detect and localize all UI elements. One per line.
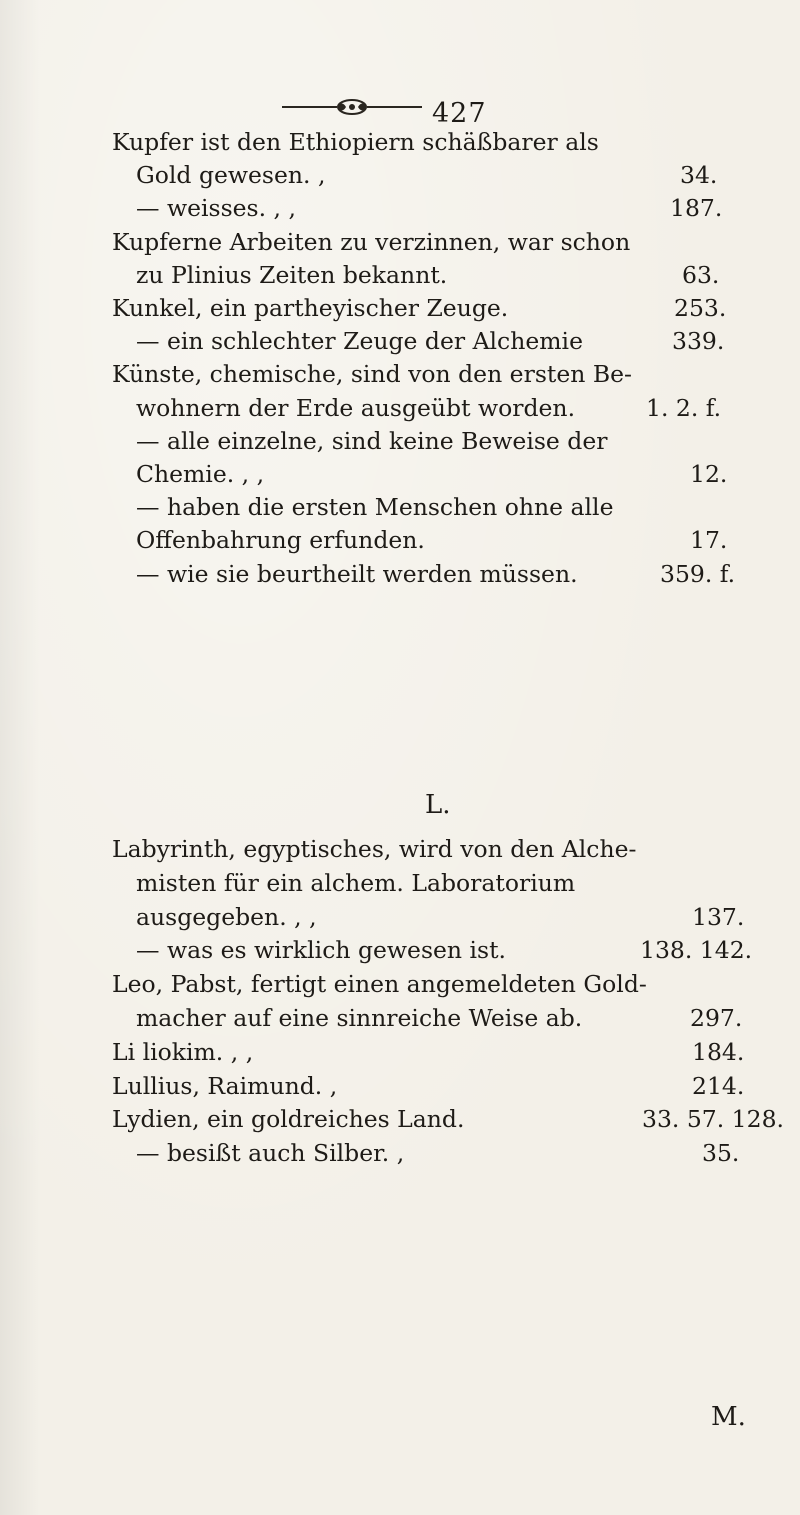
page-reference: 1. 2. f. <box>646 393 722 422</box>
page-number: 427 <box>432 98 487 129</box>
page-reference: 214. <box>692 1071 745 1100</box>
entry-text: Kupferne Arbeiten zu verzinnen, war schon <box>112 227 631 256</box>
decorative-ornament <box>282 98 422 116</box>
page-reference: 17. <box>690 526 728 555</box>
page-reference: 63. <box>682 260 720 289</box>
entry-text: wohnern der Erde ausgeübt worden. <box>136 393 576 422</box>
section-letter: L. <box>425 790 451 820</box>
entry-text: — haben die ersten Menschen ohne alle <box>136 493 614 522</box>
page-reference: 138. 142. <box>640 936 753 965</box>
entry-text: Künste, chemische, sind von den ersten Be- <box>112 360 632 389</box>
entry-text: — alle einzelne, sind keine Beweise der <box>136 426 608 455</box>
entry-text: Kupfer ist den Ethiopiern schäßbarer als <box>112 128 599 156</box>
entry-text: Offenbahrung erfunden. <box>136 526 425 555</box>
entry-text: Lullius, Raimund. , <box>112 1071 338 1100</box>
entry-text: zu Plinius Zeiten bekannt. <box>136 260 448 289</box>
entry-text: Li liokim. , , <box>112 1037 254 1066</box>
entry-text: — ein schlechter Zeuge der Alchemie <box>136 327 583 356</box>
entry-text: Lydien, ein goldreiches Land. <box>112 1105 465 1134</box>
page-reference: 35. <box>702 1139 740 1168</box>
entry-text: Kunkel, ein partheyischer Zeuge. <box>112 294 509 322</box>
page-reference: 12. <box>690 460 728 488</box>
page-reference: 359. f. <box>660 559 736 588</box>
page-reference: 34. <box>680 161 718 190</box>
entry-text: — was es wirklich gewesen ist. <box>136 936 506 965</box>
entry-text: — weisses. , , <box>136 194 296 223</box>
entry-text: Gold gewesen. , <box>136 161 326 190</box>
entry-text: — besißt auch Silber. , <box>136 1139 405 1168</box>
entry-text: misten für ein alchem. Laboratorium <box>136 868 576 897</box>
entry-text: Labyrinth, egyptisches, wird von den Alche- <box>112 835 637 863</box>
page-reference: 339. <box>672 327 725 356</box>
entry-text: — wie sie beurtheilt werden müssen. <box>136 559 578 588</box>
page-reference: 137. <box>692 902 745 931</box>
entry-text: macher auf eine sinnreiche Weise ab. <box>136 1004 583 1032</box>
page-reference: 297. <box>690 1004 743 1032</box>
catchword: M. <box>711 1402 746 1432</box>
entry-text: ausgegeben. , , <box>136 902 317 931</box>
entry-text: Leo, Pabst, fertigt einen angemeldeten Gold- <box>112 970 647 999</box>
page-reference: 33. 57. 128. <box>642 1105 785 1134</box>
page-reference: 184. <box>692 1037 745 1066</box>
page-reference: 253. <box>674 294 727 322</box>
entry-text: Chemie. , , <box>136 460 265 488</box>
page-reference: 187. <box>670 194 723 223</box>
